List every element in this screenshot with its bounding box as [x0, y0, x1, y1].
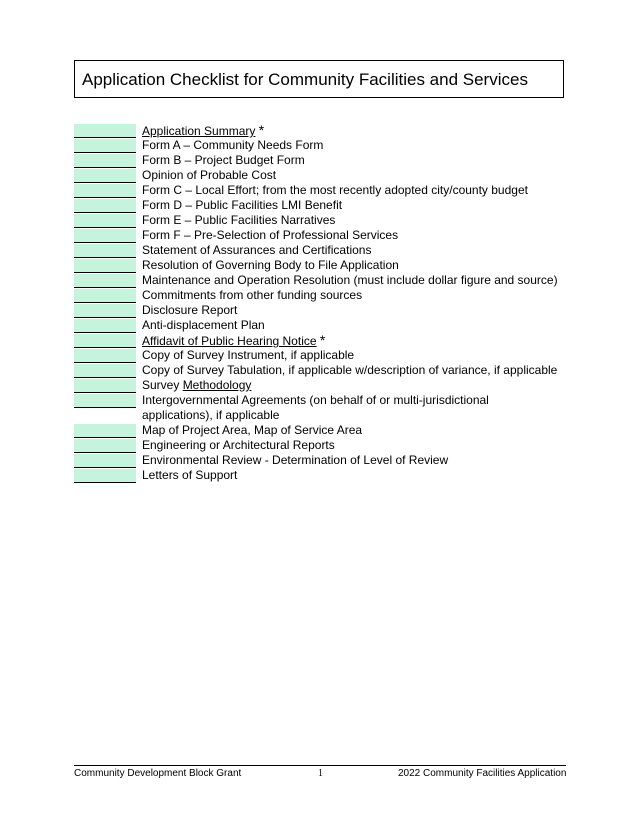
checklist-item [74, 243, 574, 258]
checklist-item [74, 228, 574, 243]
checklist-item-label [142, 333, 562, 349]
checklist-item [74, 393, 574, 423]
checklist-item-label [142, 243, 562, 258]
checkbox-field[interactable] [74, 169, 136, 183]
checklist-item [74, 453, 574, 468]
checklist-item-label [142, 153, 562, 168]
checklist-item-label [142, 453, 562, 468]
checkbox-field[interactable] [74, 229, 136, 243]
checklist-item [74, 423, 574, 438]
checklist-item-label [142, 168, 562, 183]
checkbox-field[interactable] [74, 139, 136, 153]
checklist-item [74, 363, 574, 378]
checkbox-field[interactable] [74, 424, 136, 438]
item-text: Opinion of Probable Cost [142, 168, 277, 182]
checkbox-field[interactable] [74, 439, 136, 453]
checklist-item-label [142, 138, 562, 153]
checklist-item-label [142, 363, 562, 378]
item-text: Form C – Local Effort; from the most recently adopted city/county budget [142, 183, 528, 197]
checklist-item-label [142, 423, 562, 438]
checkbox-field[interactable] [74, 319, 136, 333]
item-text: Form F – Pre-Selection of Professional Services [142, 228, 399, 242]
checklist-item [74, 468, 574, 483]
checkbox-field[interactable] [74, 244, 136, 258]
item-text: Form A – Community Needs Form [142, 138, 324, 152]
item-text: Disclosure Report [142, 303, 238, 317]
item-text: Form B – Project Budget Form [142, 153, 305, 167]
checklist-item-label [142, 183, 562, 198]
item-text: Copy of Survey Tabulation, if applicable w/description of variance, if applicable [142, 363, 558, 377]
item-text: Statement of Assurances and Certifications [142, 243, 372, 257]
item-text: Maintenance and Operation Resolution (must include dollar figure and source) [142, 273, 558, 287]
checklist-item-label [142, 318, 562, 333]
checklist-item-label [142, 378, 562, 393]
checklist-item [74, 183, 574, 198]
page-title: Application Checklist for Community Facilities and Services [82, 70, 528, 89]
checklist-item-label [142, 288, 562, 303]
item-underlined-text: Affidavit of Public Hearing Notice [142, 334, 317, 348]
item-text: Form D – Public Facilities LMI Benefit [142, 198, 343, 212]
checklist-item [74, 258, 574, 273]
required-asterisk: * [319, 332, 326, 348]
checklist-item [74, 303, 574, 318]
checklist-item [74, 168, 574, 183]
item-underlined-text: Application Summary [142, 124, 256, 138]
footer-page-number: 1 [318, 768, 323, 779]
item-text: Survey [142, 378, 183, 392]
item-text: Intergovernmental Agreements (on behalf of or multi-jurisdictional applications), if applicable [142, 393, 489, 422]
title-box [74, 60, 564, 98]
checkbox-field[interactable] [74, 274, 136, 288]
footer-rule [74, 765, 566, 766]
checklist-item-label [142, 198, 562, 213]
checklist-item-label [142, 438, 562, 453]
checklist-item-label [142, 303, 562, 318]
checkbox-field[interactable] [74, 304, 136, 318]
item-text: Engineering or Architectural Reports [142, 438, 335, 452]
checkbox-field[interactable] [74, 259, 136, 273]
checklist-item-label [142, 123, 562, 139]
checklist-item [74, 348, 574, 363]
checkbox-field[interactable] [74, 454, 136, 468]
checklist-item [74, 138, 574, 153]
checklist-item [74, 213, 574, 228]
checkbox-field[interactable] [74, 124, 136, 138]
checkbox-field[interactable] [74, 349, 136, 363]
checklist-item [74, 333, 574, 348]
checkbox-field[interactable] [74, 214, 136, 228]
checklist-item [74, 153, 574, 168]
checklist-item-label [142, 273, 562, 288]
item-text: Environmental Review - Determination of Level of Review [142, 453, 449, 467]
checkbox-field[interactable] [74, 184, 136, 198]
checkbox-field[interactable] [74, 199, 136, 213]
item-text: Anti-displacement Plan [142, 318, 265, 332]
checkbox-field[interactable] [74, 364, 136, 378]
checkbox-field[interactable] [74, 469, 136, 483]
item-text: Form E – Public Facilities Narratives [142, 213, 336, 227]
checklist-item-label [142, 393, 562, 423]
checkbox-field[interactable] [74, 334, 136, 348]
checklist [74, 123, 574, 483]
item-underlined-text: Methodology [182, 378, 252, 392]
checkbox-field[interactable] [74, 394, 136, 408]
checkbox-field[interactable] [74, 379, 136, 393]
checklist-item-label [142, 468, 562, 483]
checklist-item-label [142, 228, 562, 243]
checklist-item [74, 273, 574, 288]
checklist-item-label [142, 213, 562, 228]
footer-document-title: 2022 Community Facilities Application [398, 768, 567, 779]
checklist-item [74, 438, 574, 453]
checklist-item-label [142, 258, 562, 273]
checklist-item-label [142, 348, 562, 363]
item-text: Commitments from other funding sources [142, 288, 363, 302]
checklist-item [74, 378, 574, 393]
item-text: Map of Project Area, Map of Service Area [142, 423, 363, 437]
item-text: Resolution of Governing Body to File Application [142, 258, 399, 272]
item-text: Letters of Support [142, 468, 238, 482]
checkbox-field[interactable] [74, 289, 136, 303]
checklist-item [74, 198, 574, 213]
checklist-item [74, 288, 574, 303]
checkbox-field[interactable] [74, 154, 136, 168]
item-text: Copy of Survey Instrument, if applicable [142, 348, 355, 362]
required-asterisk: * [258, 122, 265, 138]
footer-program: Community Development Block Grant [74, 768, 242, 779]
checklist-item [74, 123, 574, 138]
checklist-item [74, 318, 574, 333]
